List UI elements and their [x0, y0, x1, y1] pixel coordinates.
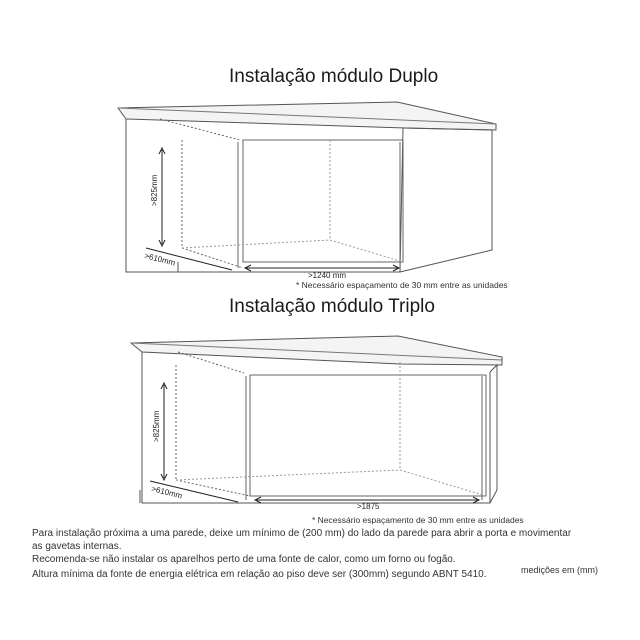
duplo-note: * Necessário espaçamento de 30 mm entre as unidades	[296, 280, 508, 290]
footer-line-heat: Recomenda-se não instalar os aparelhos perto de uma fonte de calor, como um forno ou fogão.	[32, 554, 456, 565]
triplo-height-label: >825mm	[152, 410, 161, 442]
footer-text	[32, 527, 602, 581]
duplo-dimensions	[143, 148, 399, 271]
triplo-width-label: >1875	[357, 502, 380, 511]
duplo-depth-label: >610mm	[143, 251, 177, 268]
footer-line-wall: Para instalação próxima a uma parede, deixe um mínimo de (200 mm) do lado da parede para abrir a porta e movimentar	[32, 528, 572, 539]
triplo-niche	[176, 352, 486, 500]
triplo-diagram	[131, 336, 502, 503]
footer-line-drawers: as gavetas internas.	[32, 541, 122, 552]
triplo-title: Instalação módulo Triplo	[229, 296, 435, 317]
duplo-niche	[160, 119, 403, 268]
units-note: medições em (mm)	[521, 565, 599, 575]
duplo-diagram	[118, 102, 496, 272]
triplo-countertop	[131, 336, 502, 365]
footer-line-power: Altura mínima da fonte de energia elétrica em relação ao piso deve ser (300mm) segundo ABNT 5410.	[32, 569, 487, 580]
duplo-title: Instalação módulo Duplo	[229, 66, 439, 87]
triplo-dimensions	[150, 383, 479, 503]
duplo-width-label: >1240 mm	[308, 271, 347, 280]
duplo-height-label: >825mm	[150, 174, 159, 206]
triplo-note: * Necessário espaçamento de 30 mm entre as unidades	[312, 515, 524, 525]
triplo-depth-label: >610mm	[150, 484, 184, 501]
